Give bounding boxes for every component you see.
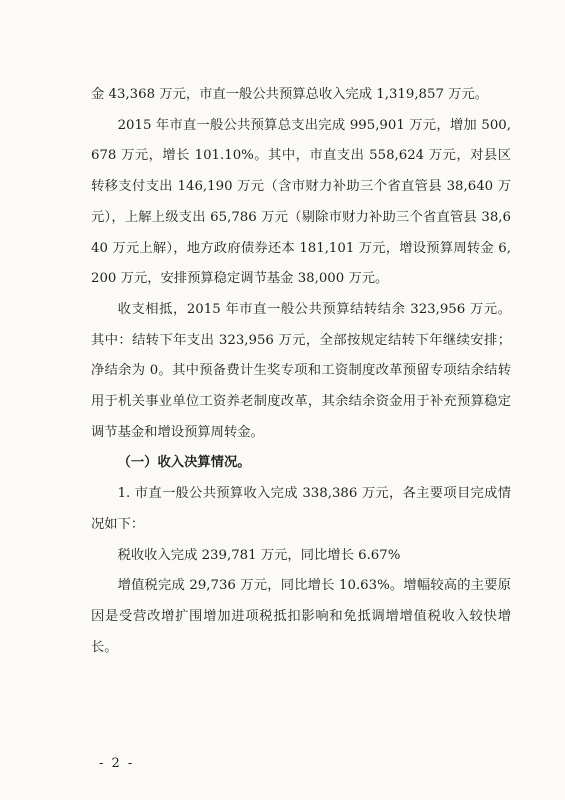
paragraph-2: 2015 年市直一般公共预算总支出完成 995,901 万元，增加 500,678 万元，增长 101.10%。其中，市直支出 558,624 万元，对县区转移支付支出 146,190 万元（含市财力补助三个省直管县 38,640 万元），上解上级支出 65,786 万元（剔除市财力补助三个省直管县 38,640 万元上解），地方政府债券还本 181,101 万元，增设预算周转金 6,200 万元，安排预算稳定调节基金 38,000 万元。	[91, 117, 511, 287]
page-number: - 2 -	[99, 756, 135, 771]
paragraph-6: 增值税完成 29,736 万元，同比增长 10.63%。增幅较高的主要原因是受营改增扩围增加进项税抵扣影响和免抵调增增值税收入较快增长。	[91, 578, 511, 655]
paragraph-1: 金 43,368 万元，市直一般公共预算总收入完成 1,319,857 万元。	[91, 87, 489, 102]
document-body	[91, 80, 511, 663]
section-heading: （一）收入决算情况。	[117, 455, 251, 471]
paragraph-4: 1. 市直一般公共预算收入完成 338,386 万元，各主要项目完成情况如下：	[91, 486, 511, 532]
paragraph-5: 税收收入完成 239,781 万元，同比增长 6.67%	[117, 547, 401, 563]
paragraph-3: 收支相抵，2015 年市直一般公共预算结转结余 323,956 万元。其中：结转下年支出 323,956 万元，全部按规定结转下年继续安排；净结余为 0。其中预备费计生奖专项和工资制度改革预留专项结余结转用于机关事业单位工资养老制度改革，其余结余资金用于补充预算稳定调节基金和增设预算周转金。	[91, 301, 511, 440]
